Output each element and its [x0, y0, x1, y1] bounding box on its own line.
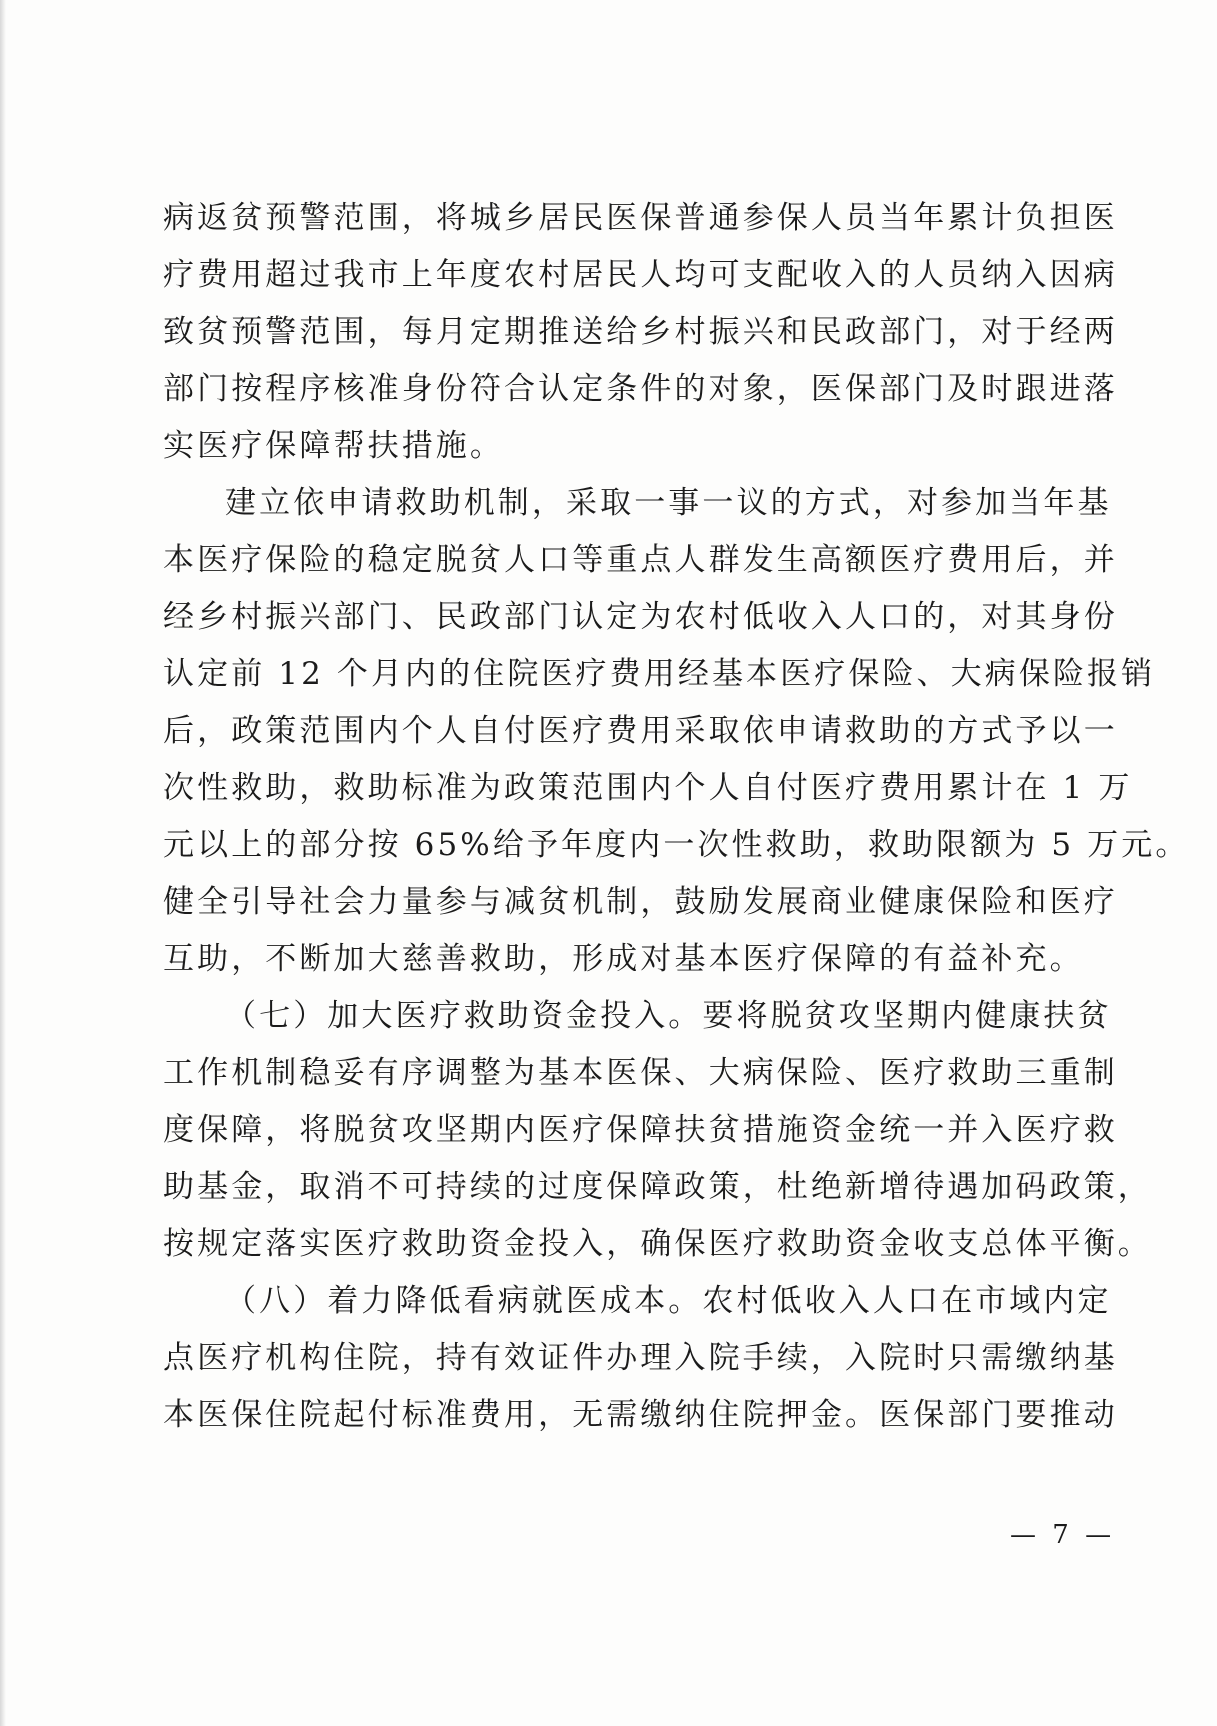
- text-line: （七）加大医疗救助资金投入。要将脱贫攻坚期内健康扶贫: [225, 998, 1112, 1034]
- text-line: 建立依申请救助机制，采取一事一议的方式，对参加当年基: [225, 485, 1112, 521]
- text-line: 病返贫预警范围，将城乡居民医保普通参保人员当年累计负担医: [163, 200, 1118, 236]
- text-line: 部门按程序核准身份符合认定条件的对象，医保部门及时跟进落: [163, 371, 1118, 407]
- text-line: 度保障，将脱贫攻坚期内医疗保障扶贫措施资金统一并入医疗救: [163, 1112, 1118, 1148]
- scan-edge-shadow: [0, 0, 6, 1726]
- text-line: 元以上的部分按 65%给予年度内一次性救助，救助限额为 5 万元。: [163, 827, 1190, 863]
- text-line: 疗费用超过我市上年度农村居民人均可支配收入的人员纳入因病: [163, 257, 1118, 293]
- text-line: 本医保住院起付标准费用，无需缴纳住院押金。医保部门要推动: [163, 1397, 1118, 1433]
- text-line: 互助，不断加大慈善救助，形成对基本医疗保障的有益补充。: [163, 941, 1084, 977]
- text-line: 本医疗保险的稳定脱贫人口等重点人群发生高额医疗费用后，并: [163, 542, 1118, 578]
- text-line: 后，政策范围内个人自付医疗费用采取依申请救助的方式予以一: [163, 713, 1118, 749]
- text-line: 致贫预警范围，每月定期推送给乡村振兴和民政部门，对于经两: [163, 314, 1118, 350]
- text-line: 实医疗保障帮扶措施。: [163, 428, 504, 464]
- text-line: 经乡村振兴部门、民政部门认定为农村低收入人口的，对其身份: [163, 599, 1118, 635]
- text-line: 次性救助，救助标准为政策范围内个人自付医疗费用累计在 1 万: [163, 770, 1133, 806]
- text-line: （八）着力降低看病就医成本。农村低收入人口在市域内定: [225, 1283, 1112, 1319]
- text-line: 健全引导社会力量参与减贫机制，鼓励发展商业健康保险和医疗: [163, 884, 1118, 920]
- text-line: 按规定落实医疗救助资金投入，确保医疗救助资金收支总体平衡。: [163, 1226, 1152, 1262]
- text-line: 工作机制稳妥有序调整为基本医保、大病保险、医疗救助三重制: [163, 1055, 1118, 1091]
- page-number: — 7 —: [1010, 1520, 1116, 1550]
- text-line: 点医疗机构住院，持有效证件办理入院手续，入院时只需缴纳基: [163, 1340, 1118, 1376]
- text-line: 认定前 12 个月内的住院医疗费用经基本医疗保险、大病保险报销: [163, 656, 1156, 692]
- text-line: 助基金，取消不可持续的过度保障政策，杜绝新增待遇加码政策，: [163, 1169, 1152, 1205]
- body-text: [163, 190, 1190, 1444]
